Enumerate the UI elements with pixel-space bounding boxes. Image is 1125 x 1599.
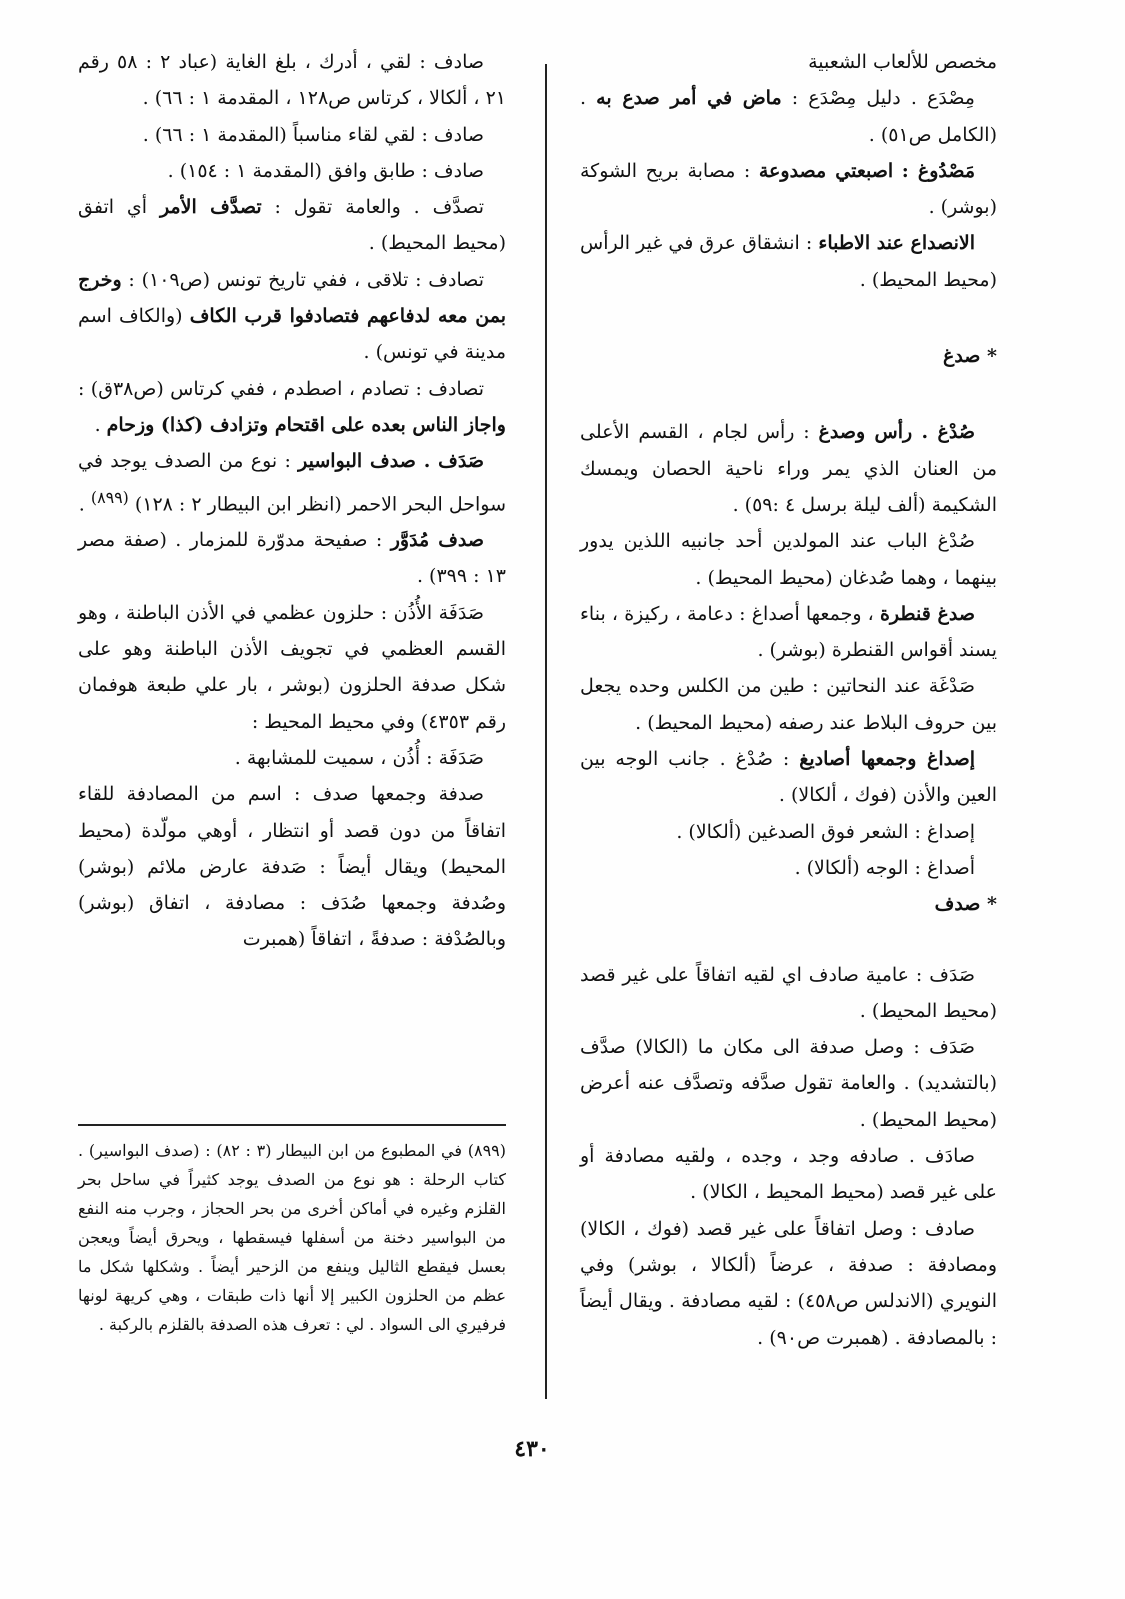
entry-asdagh-face: أصداغ : الوجه (ألكالا) . (794, 856, 975, 879)
entry-insidaa: الانصداع عند الاطباء : انشقاق عرق في غير الرأس (محيط المحيط) . (580, 232, 997, 291)
entry-sudfa: صدفة وجمعها صدف : اسم من المصادفة للقاء اتفاقاً من دون قصد أو انتظار ، أوهي مولّدة (محيط المحيط) ويقال أيضاً : صَدفة عارض ملائم (بوشر) وصُدفة وجمعها صُدَف : مصادفة ، اتفاق (بوشر) وبالصُدْفة : صدفةً ، اتفاقاً (همبرت (78, 783, 506, 951)
entry-saadaf-2: صادف : وصل اتفاقاً على غير قصد (فوك ، الكالا) ومصادفة : صدفة ، عرضاً (ألكالا ، بوشر) وفي النويري (الاندلس ص٤٥٨) : لقيه مصادفة . ويقال أيضاً : بالمصادفة . (همبرت ص٩٠) . (580, 1217, 997, 1349)
entry-saadaf-5: صادف : طابق وافق (المقدمة ١ : ١٥٤) . (167, 159, 484, 182)
entry-sadaf-1: صَدَف : عامية صادف اي لقيه اتفاقاً على غير قصد (محيط المحيط) . (580, 963, 997, 1022)
entry-sudgh-door: صُدْغ الباب عند المولدين أحد جانبيه اللذين يدور بينهما ، وهما صُدغان (محيط المحيط) . (580, 530, 997, 589)
entry-masduugh: مَصْدُوغ : اصبعتي مصدوعة : مصابة بريح الشوكة (بوشر) . (580, 159, 997, 219)
section-heading-sadagh: * صدغ (943, 345, 997, 368)
column-divider (545, 64, 547, 1399)
page-number: ٤٣٠ (514, 1436, 550, 1462)
footnote-ref: (٨٩٩) (90, 487, 129, 507)
entry-saadaf-3: صادف : لقي ، أدرك ، بلغ الغاية (عباد ٢ : ٥٨ رقم ٢١ ، ألكالا ، كرتاس ص١٢٨ ، المقدمة ١ : ٦٦) . (78, 51, 506, 110)
entry-sadaf-2: صَدَف : وصل صدفة الى مكان ما (الكالا) صدَّف (بالتشديد) . والعامة تقول صدَّفه وتصدَّف عنه أعرض (محيط المحيط) . (580, 1036, 997, 1131)
entry-tasaddaf: تصدَّف . والعامة تقول : تصدَّف الأمر أي اتفق (محيط المحيط) . (78, 196, 506, 255)
entry-sadaf-bawasir: صَدَف . صدف البواسير : نوع من الصدف يوجد في سواحل البحر الاحمر (انظر ابن البيطار ٢ : ١٢٨) $^{(٨٩٩)}$ . (78, 450, 506, 515)
entry-sudgh: صُدْغ . رأس وصدغ : رأس لجام ، القسم الأعلى من العنان الذي يمر وراء ناحية الحصان ويمسك الشكيمة (ألف ليلة برسل ٤ :٥٩) . (580, 421, 997, 516)
entry-saadaf-1: صادَف . صادفه وجد ، وجده ، ولقيه مصادفة أو على غير قصد (محيط المحيط ، الكالا) . (580, 1145, 997, 1204)
entry-saadaf-4: صادف : لقي لقاء مناسباً (المقدمة ١ : ٦٦) . (142, 123, 484, 146)
entry-sadafa-ear: صَدَفَة : أُذُن ، سميت للمشابهة . (234, 746, 484, 769)
left-column (78, 44, 506, 958)
header-note: مخصص للألعاب الشعبية (808, 51, 997, 73)
entry-isdagh: إصداغ وجمعها أصاديغ : صُدْغ . جانب الوجه بين العين والأذن (فوك ، ألكالا) . (580, 748, 997, 807)
entry-sudgh-bridge: صدغ قنطرة ، وجمعها أصداغ : دعامة ، ركيزة ، بناء يسند أقواس القنطرة (بوشر) . (580, 602, 997, 662)
entry-tasaadaf-1: تصادف : تلاقى ، ففي تاريخ تونس (ص١٠٩) : وخرج بمن معه لدفاعهم فتصادفوا قرب الكاف (والكاف اسم مدينة في تونس) . (78, 268, 506, 364)
footnote-rule (78, 1124, 506, 1126)
footnote: (٨٩٩) في المطبوع من ابن البيطار (٣ : ٨٢) : (صدف البواسير) . كتاب الرحلة : هو نوع من الصدف يوجد كثيراً في ساحل بحر القلزم وغيره في أماكن أخرى من بحر الحجاز ، وجرب منه النفع من البواسير دخنة من أسفلها فيسقطها ، ويحرق أيضاً ويعجن بعسل فيقطع الثاليل وينفع من الزحير أيضاً . وشكلها شكل ما عظم من الحلزون الكبير إلا أنها ذات طبقات ، وهي كريهة لونها فرفيري الى السواد . لي : تعرف هذه الصدفة بالقلزم بالركبة . (78, 1141, 507, 1334)
entry-misdaa: مِصْدَع . دليل مِصْدَع : ماض في أمر صدع به . (الكامل ص٥١) . (580, 87, 997, 146)
entry-sadafat-udhun: صَدَفَة الأُذُن : حلزون عظمي في الأذن الباطنة ، وهو القسم العظمي في تجويف الأذن الباطنة وهو على شكل صدفة الحلزون (بوشر ، بار علي طبعة هوفمان رقم ٤٣٥٣) وفي محيط المحيط : (78, 601, 506, 733)
entry-sadaf-mudawwar: صدف مُدَوَّر : صفيحة مدوّرة للمزمار . (صفة مصر ١٣ : ٣٩٩) . (78, 529, 506, 588)
right-column (580, 44, 997, 1356)
section-heading-sadaf: * صدف (934, 893, 997, 916)
entry-sadgha: صَدْغَة عند النحاتين : طين من الكلس وحده يجعل بين حروف البلاط عند رصفه (محيط المحيط) . (580, 675, 997, 734)
entry-tasaadaf-2: تصادف : تصادم ، اصطدم ، ففي كرتاس (ص٣٨ق) : واجاز الناس بعده على اقتحام وتزادف (كذا) وزحام . (78, 377, 506, 436)
entry-isdagh-hair: إصداغ : الشعر فوق الصدغين (ألكالا) . (676, 820, 975, 843)
